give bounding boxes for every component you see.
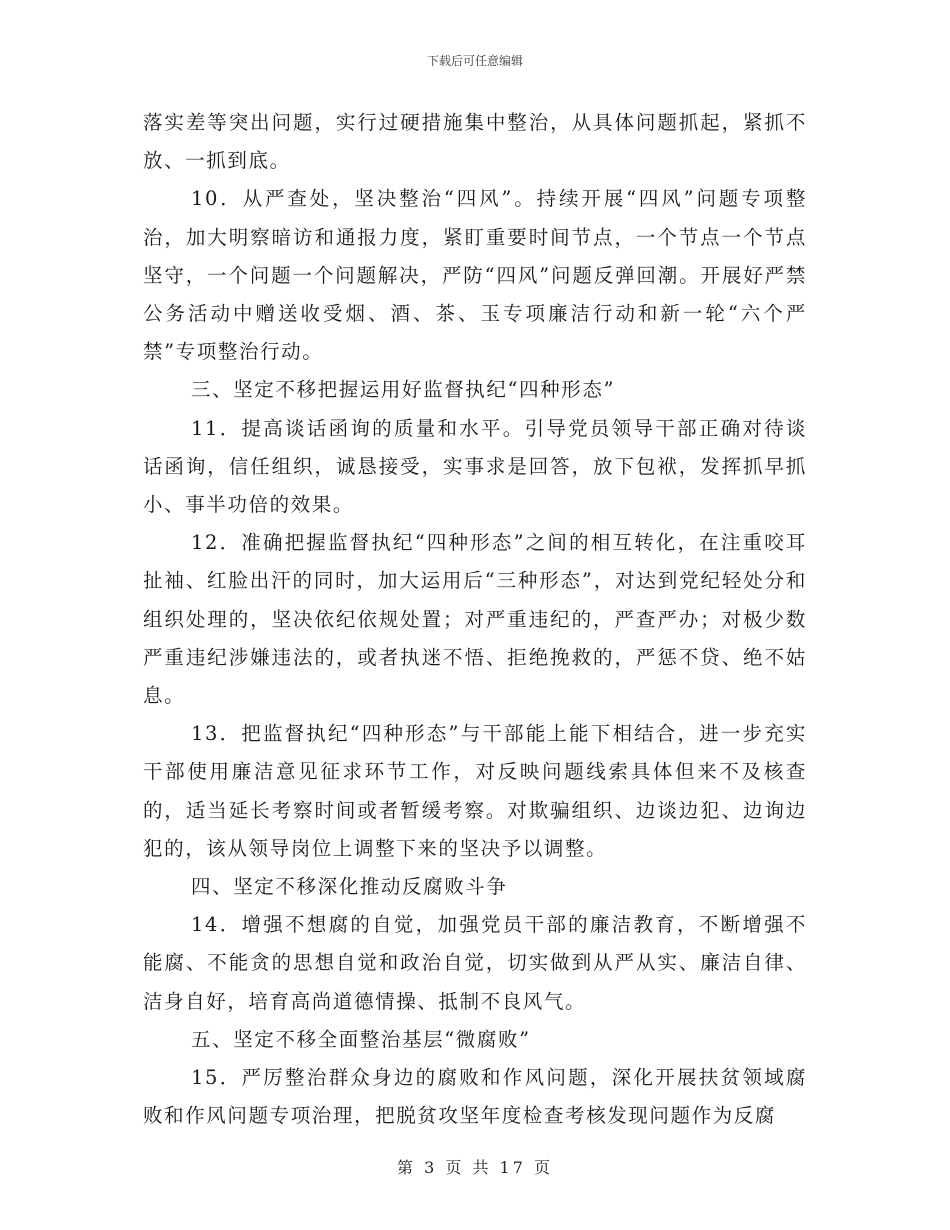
section-heading-5: 五、坚定不移全面整治基层“微腐败” — [191, 1027, 531, 1051]
document-body — [143, 104, 807, 1135]
paragraph-continuation: 落实差等突出问题，实行过硬措施集中整治，从具体问题抓起，紧抓不放、一抓到底。 — [143, 111, 807, 173]
page-number: 第 3 页 共 17 页 — [397, 1158, 553, 1177]
paragraph-item-12: 12．准确把握监督执纪“四种形态”之间的相互转化，在注重咬耳扯袖、红脸出汗的同时，加大运用后“三种形态”，对达到党纪轻处分和组织处理的，坚决依纪依规处置；对严重违纪的，严查严办；对极少数严重违纪涉嫌违法的，或者执迷不悟、拒绝挽救的，严惩不贷、绝不姑息。 — [143, 531, 807, 708]
paragraph-item-11: 11．提高谈话函询的质量和水平。引导党员领导干部正确对待谈话函询，信任组织，诚恳接受，实事求是回答，放下包袱，发挥抓早抓小、事半功倍的效果。 — [143, 416, 807, 517]
paragraph-item-15: 15．严厉整治群众身边的腐败和作风问题，深化开展扶贫领域腐败和作风问题专项治理，把脱贫攻坚年度检查考核发现问题作为反腐 — [143, 1066, 807, 1128]
section-heading-3: 三、坚定不移把握运用好监督执纪“四种形态” — [191, 378, 616, 402]
page-header-note: 下载后可任意编辑 — [426, 54, 523, 68]
section-heading-4: 四、坚定不移深化推动反腐败斗争 — [191, 875, 508, 899]
paragraph-item-13: 13．把监督执纪“四种形态”与干部能上能下相结合，进一步充实干部使用廉洁意见征求环节工作，对反映问题线索具体但来不及核查的，适当延长考察时间或者暂缓考察。对欺骗组织、边谈边犯、边询边犯的，该从领导岗位上调整下来的坚决予以调整。 — [143, 722, 807, 860]
paragraph-item-10: 10．从严查处，坚决整治“四风”。持续开展“四风”问题专项整治，加大明察暗访和通报力度，紧盯重要时间节点，一个节点一个节点坚守，一个问题一个问题解决，严防“四风”问题反弹回潮。开展好严禁公务活动中赠送收受烟、酒、茶、玉专项廉洁行动和新一轮“六个严禁”专项整治行动。 — [143, 187, 807, 364]
paragraph-item-14: 14．增强不想腐的自觉，加强党员干部的廉洁教育，不断增强不能腐、不能贪的思想自觉和政治自觉，切实做到从严从实、廉洁自律、洁身自好，培育高尚道德情操、抵制不良风气。 — [143, 913, 807, 1013]
